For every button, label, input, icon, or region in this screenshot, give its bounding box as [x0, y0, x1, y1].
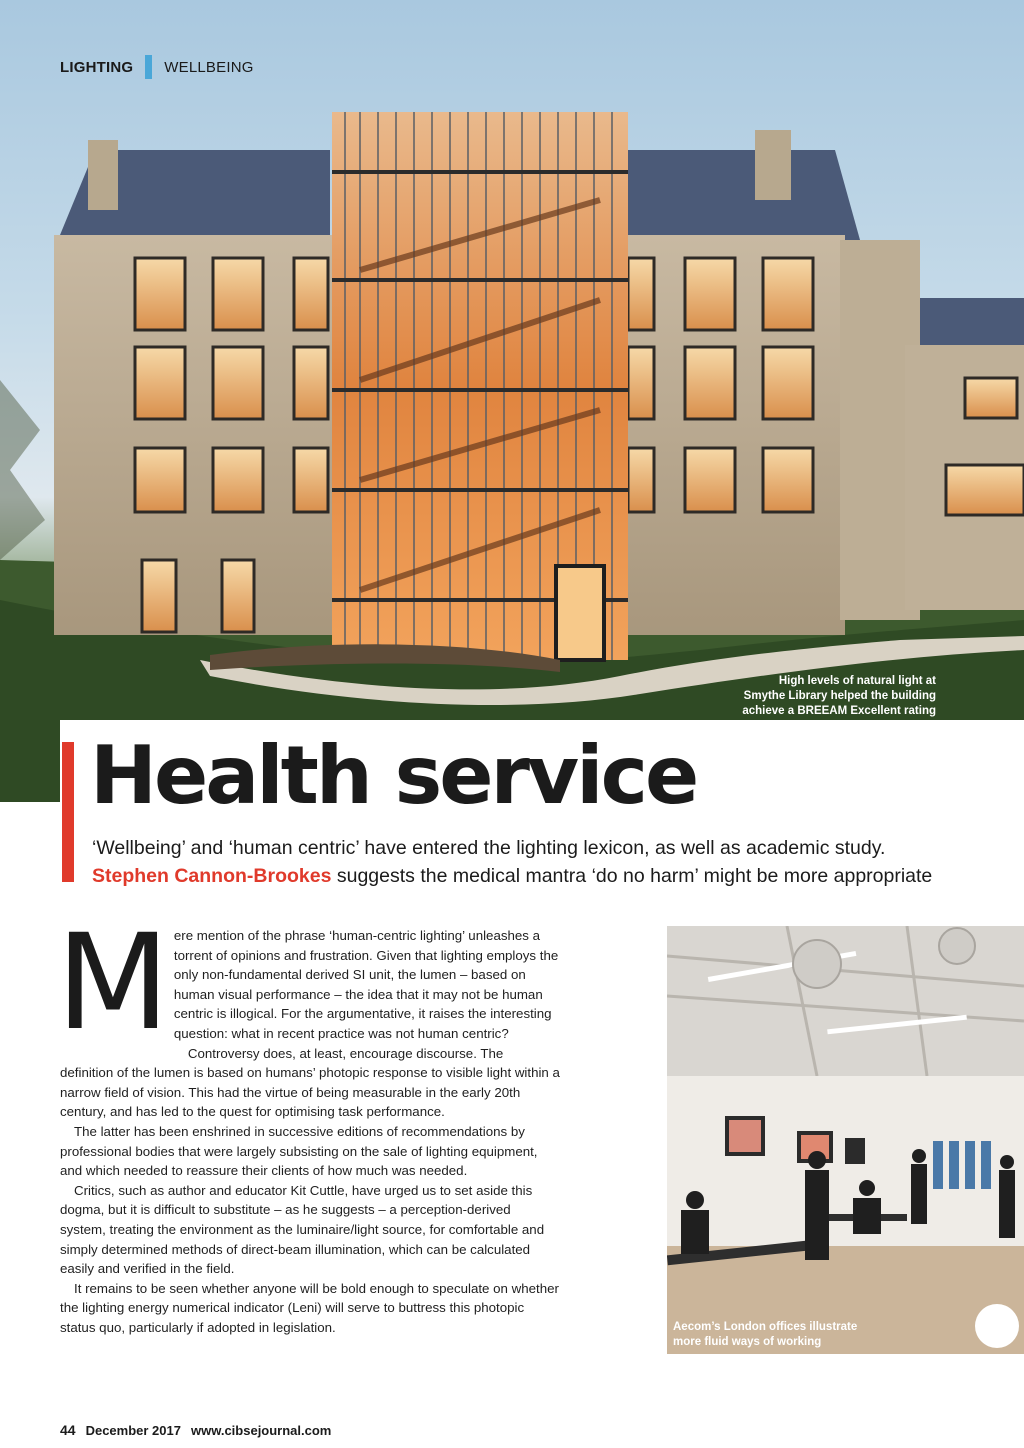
author-name: Stephen Cannon-Brookes [92, 865, 332, 887]
issue-date: December 2017 [85, 1422, 181, 1438]
standfirst [92, 834, 972, 890]
office-illustration [667, 926, 1024, 1354]
paragraph-text: ere mention of the phrase ‘human-centric lighting’ unleashes a torrent of opinions and frustration. Given that lighting employs the only non-fundamental derived SI unit, the lumen – based on human visual performance – the idea that it may not be human centric is illogical. For the argumentative, it raises the interesting question: what in recent practice was not human centric? [173, 928, 559, 1041]
paragraph: It remains to be seen whether anyone will be bold enough to speculate on whether the lighting energy numerical indicator (Leni) will serve to buttress this photopic status quo, particularly if adopted in legislation. [60, 1280, 559, 1335]
website-link[interactable]: www.cibsejournal.com [190, 1422, 332, 1438]
office-photo-caption: Aecom’s London offices illustrate more fluid ways of working [673, 1321, 858, 1348]
headline: Health service [90, 729, 697, 822]
article-body [56, 906, 560, 1337]
headline-accent-bar [62, 742, 74, 882]
drop-cap: M [56, 906, 162, 1060]
paragraph: The latter has been enshrined in successive editions of recommendations by professional bodies that were largely subsisting on the sale of lighting equipment, and which needed to reassure their clients of how much was needed. [60, 1123, 538, 1179]
section-tag [60, 56, 254, 78]
section-divider [145, 55, 152, 79]
standfirst-intro: ‘Wellbeing’ and ‘human centric’ have entered the lighting lexicon, as well as academic study. [92, 837, 886, 859]
paragraph [56, 906, 560, 1060]
page-number: 44 [60, 1422, 76, 1438]
page-footer [60, 1420, 331, 1440]
standfirst-tail: suggests the medical mantra ‘do no harm’ might be more appropriate [336, 865, 933, 887]
section-secondary: WELLBEING [164, 58, 254, 76]
hero-caption: High levels of natural light at Smythe Library helped the building achieve a BREEAM Excellent rating [742, 675, 936, 717]
section-primary: LIGHTING [60, 58, 134, 76]
office-photo [667, 926, 1024, 1354]
paragraph: Critics, such as author and educator Kit Cuttle, have urged us to set aside this dogma, but it is difficult to substitute – as he suggests – a perception-derived system, treating the environment as the luminaire/light source, for comfortable and simply determined methods of direct-beam illumination, which can be calculated easily and verified in the field. [60, 1182, 545, 1277]
paragraph: Controversy does, at least, encourage discourse. The definition of the lumen is based on humans’ photopic response to visible light within a narrow field of vision. This had the virtue of being measurable in the early 20th century, and has led to the quest for optimising task performance. [60, 1045, 560, 1120]
